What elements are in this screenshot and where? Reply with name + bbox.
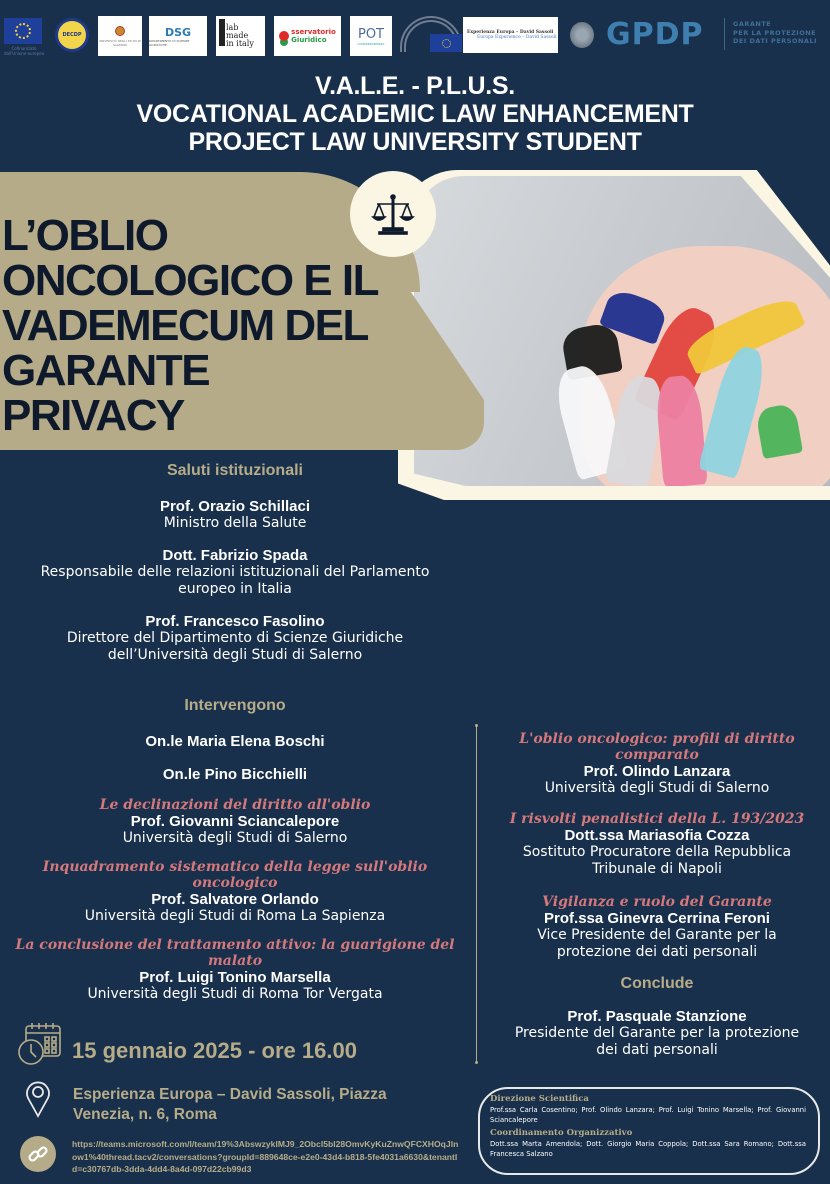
esperienza-europa-logo [463,17,558,53]
speaker [0,613,470,664]
talk [484,811,830,878]
chain-link-icon [27,1143,49,1165]
speaker-name: Prof. Francesco Fasolino [145,613,325,630]
dsg-logo [149,16,207,56]
speaker-role: Presidente del Garante per la protezione [514,1025,800,1041]
speaker [0,498,470,532]
speaker-name: On.le Pino Bicchielli [162,766,308,783]
speaker [0,547,470,598]
labmade-line: in italy [226,39,254,48]
speaker-role: Ministro della Salute [163,515,307,531]
labmade-line: made [226,31,249,40]
dsg-caption: DIPARTIMENTO DI SCIENZE GIURIDICHE [149,38,190,47]
talk [0,859,470,925]
gpdp-fullname [733,20,825,50]
talk [0,937,470,1003]
osservatorio-line: Giuridico [291,36,327,44]
project-header [0,72,830,156]
pot-wordmark: POT [357,26,384,42]
coordinamento-heading: Coordinamento Organizzativo [490,1128,633,1138]
gpdp-name-line: PER LA PROTEZIONE [733,28,817,37]
speaker-role: Direttore del Dipartimento di Scienze Giuridiche [66,630,404,646]
project-title-line: VOCATIONAL ACADEMIC LAW ENHANCEMENT [136,100,694,128]
labmade-line: lab [226,23,239,32]
calendar-clock-icon [16,1022,64,1066]
speaker-role: europeo in Italia [178,581,292,597]
unisa-caption: UNIVERSITÀ DEGLI STUDI DI SALERNO [98,38,142,47]
speaker-name: Prof.ssa Ginevra Cerrina Feroni [544,910,770,927]
link-badge [20,1136,56,1172]
title-line: VADEMECUM DEL [2,301,368,350]
decdp-logo: DECDP [55,18,89,52]
title-line: PRIVACY [2,391,184,440]
speaker-name: On.le Maria Elena Boschi [145,733,325,750]
title-line: L’OBLIO [2,211,168,260]
speaker-role: Sostituto Procuratore della Repubblica [522,844,792,860]
unisa-seal-icon [115,26,125,36]
talk-topic: Vigilanza e ruolo del Garante [542,894,772,910]
eu-flag-logo [4,18,42,44]
intervengono-heading: Intervengono [184,697,286,714]
talk-topic: I risvolti penalistici della L. 193/2023 [509,811,805,827]
coordinamento-text: Dott.ssa Marta Amendola; Dott. Giorgio Maria Coppola; Dott.ssa Sara Romano; Dott.ssa Francesca Salzano [490,1140,806,1158]
talk-topic: Inquadramento sistematico della legge sull'oblio oncologico [42,859,428,891]
esperienza-line: Europa Experience – David Sassoli [477,35,557,40]
speaker-name: Prof. Salvatore Orlando [151,891,319,908]
event-address: Esperienza Europa – David Sassoli, Piazza Venezia, n. 6, Roma [73,1086,387,1123]
talk-topic: L'oblio oncologico: profili di diritto comparato [519,731,795,763]
gpdp-wordmark: GPDP [606,16,704,52]
speaker-role: dei dati personali [596,1042,718,1058]
gpdp-name-line: GARANTE [733,20,772,28]
gpdp-name-line: DEI DATI PERSONALI [733,37,818,45]
speaker-role: dell’Università degli Studi di Salerno [107,647,363,663]
direzione-text: Prof.ssa Carla Cosentino; Prof. Olindo Lanzara; Prof. Luigi Tonino Marsella; Prof. Giovanni Sciancalepore [490,1106,806,1124]
speaker-name: Prof. Pasquale Stanzione [567,1008,747,1025]
speaker-name: Dott. Fabrizio Spada [162,547,308,564]
intervengono-right [484,731,830,1059]
speaker-name: Prof. Olindo Lanzara [583,763,731,780]
dsg-wordmark: DSG [164,25,192,39]
scales-of-justice-icon [371,192,415,236]
eu-caption: Cofinanziato dall'Unione europea [3,46,45,56]
speaker-name: Dott.ssa Mariasofia Cozza [564,827,750,844]
speaker-role: Tribunale di Napoli [592,861,722,877]
event-date: 15 gennaio 2025 - ore 16.00 [72,1038,357,1063]
speaker-name: Prof. Luigi Tonino Marsella [139,969,331,986]
speaker-role: Università degli Studi di Roma La Sapienza [84,908,386,924]
column-divider [476,725,477,1063]
talk-topic: Le declinazioni del diritto all'oblio [99,797,371,813]
saluti-heading: Saluti istituzionali [166,462,303,479]
eu-stars-icon [15,23,31,39]
pot-caption: GIURISPRUDENZA [357,41,385,46]
event-title [2,213,382,438]
teams-meeting-link[interactable]: https://teams.microsoft.com/l/team/19%3AbswzyklMJ9_2Obcl5bl28OmvKyKuZnwQFCXHOqJlnow1%40thread.tacv2/conversations?groupId=889648ce-e2e0-43d4-b818-5fe4031a6630&tenantId=c30767db-3dda-4dd4-8a4d-097d22cb99d3 [72,1139,459,1174]
project-title-line: PROJECT LAW UNIVERSITY STUDENT [188,128,642,156]
talk [484,731,830,797]
title-line: ONCOLOGICO E IL [2,256,378,305]
speaker [484,1008,830,1059]
speaker-name: Prof. Orazio Schillaci [159,498,311,515]
project-acronym: V.A.L.E. - P.L.U.S. [315,72,515,100]
speaker-role: protezione dei dati personali [556,944,758,960]
talk-topic: La conclusione del trattamento attivo: la guarigione del [15,937,455,953]
osservatorio-giuridico-logo [274,16,341,56]
european-parliament-logo [400,16,462,52]
saluti-section [0,462,470,664]
speaker-role: Vice Presidente del Garante per la [537,927,777,943]
talk [484,894,830,961]
talk [0,797,470,847]
lab-made-in-italy-logo [216,16,265,56]
eu-flag-icon [430,34,462,52]
scales-badge [350,171,436,257]
pot-logo [350,16,392,56]
speaker-role: Università degli Studi di Roma Tor Vergata [87,986,383,1002]
osservatorio-icon [279,31,289,41]
direzione-heading: Direzione Scientifica [490,1094,589,1104]
intervengono-left [0,697,470,1003]
italian-republic-emblem-icon [570,22,594,48]
osservatorio-line: sservatorio [291,28,336,36]
title-line: GARANTE [2,346,210,395]
gpdp-separator [724,18,725,50]
location-pin-icon [24,1080,52,1118]
conclude-heading: Conclude [620,975,694,992]
speaker-role: Università degli Studi di Salerno [122,830,348,846]
credits-box [478,1087,820,1175]
speaker-role: Università degli Studi di Salerno [544,780,770,796]
talk-topic: malato [207,953,263,969]
labmade-bar-icon [219,19,225,46]
speaker-role: Responsabile delle relazioni istituzionali del Parlamento [40,564,430,580]
speaker-name: Prof. Giovanni Sciancalepore [130,813,340,830]
unisa-logo [98,16,142,56]
esperienza-line: Experienza Europa – David Sassoli [467,30,554,35]
